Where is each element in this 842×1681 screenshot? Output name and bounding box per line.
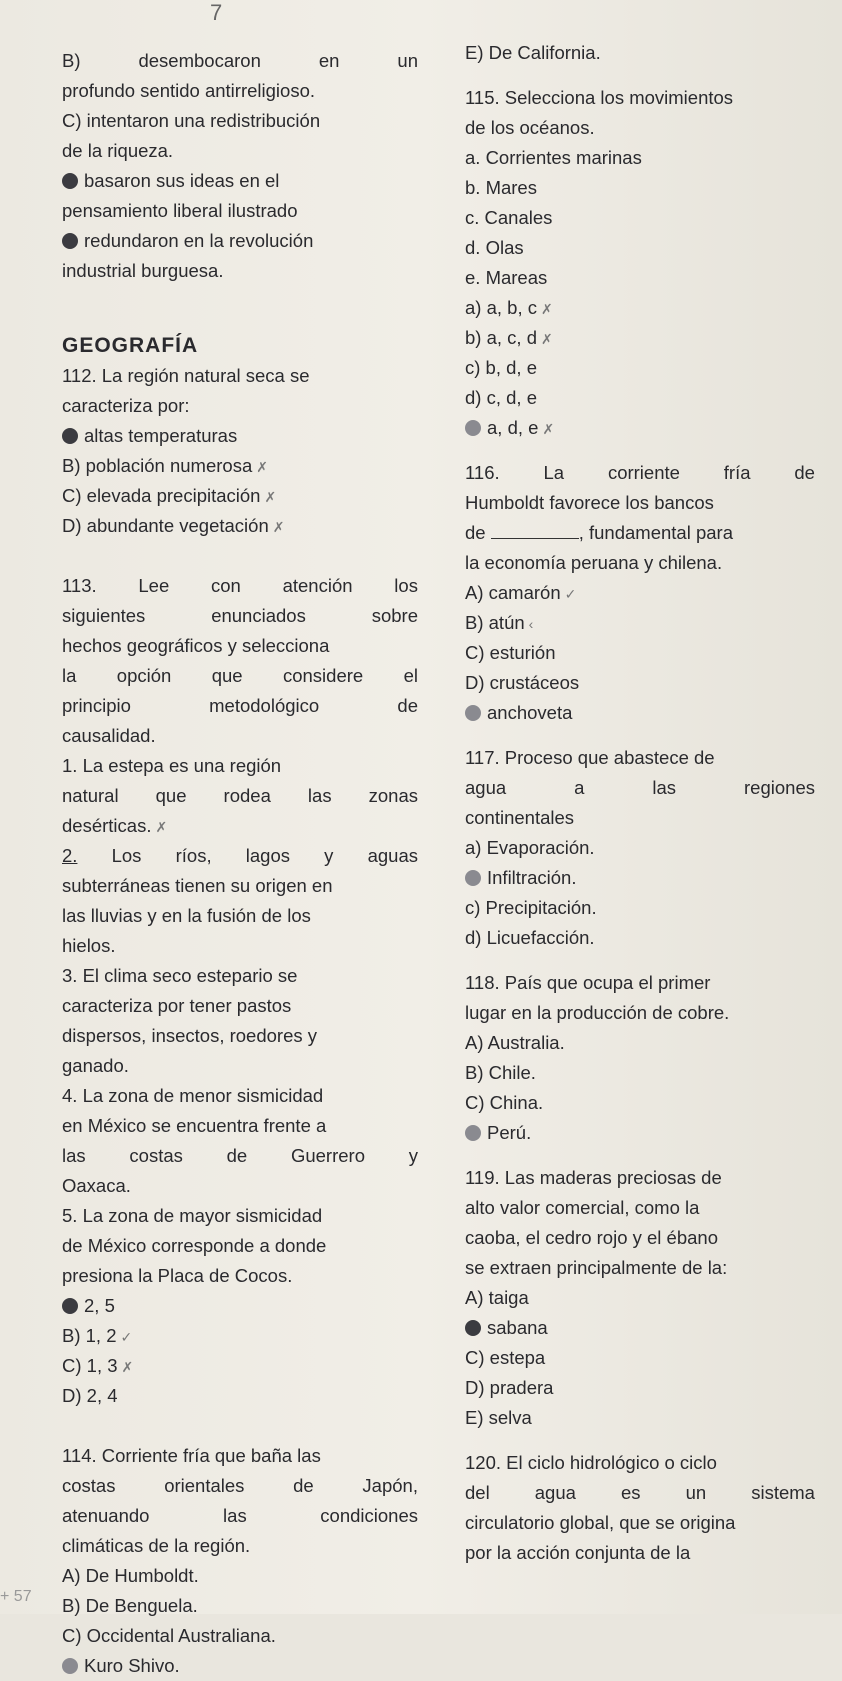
cross-mark-icon: ‹ [528, 616, 534, 632]
q118-option-a: A) Australia. [465, 1032, 565, 1053]
q118-option-c: C) China. [465, 1092, 544, 1113]
q113-option-d: D) 2, 4 [62, 1385, 118, 1406]
q112-stem-line2: caracteriza por: [62, 395, 190, 416]
q116-stem-line2: Humboldt favorece los bancos [465, 492, 714, 513]
q112-option-b: B) población numerosa ✗ [62, 455, 268, 476]
answer-mark-icon [465, 1320, 481, 1336]
q114-stem-line1: 114. Corriente fría que baña las [62, 1445, 321, 1466]
q113-stem-line3: hechos geográficos y selecciona [62, 635, 330, 656]
q111-option-d-line1: basaron sus ideas en el [62, 166, 418, 196]
q118-stem-line2: lugar en la producción de cobre. [465, 1002, 730, 1023]
q116-option-d: D) crustáceos [465, 672, 580, 693]
cross-mark-icon: ✗ [272, 519, 285, 535]
q113-statement-5b: de México corresponde a donde [62, 1235, 327, 1256]
q117-option-a: a) Evaporación. [465, 837, 595, 858]
q111-option-b-line2: profundo sentido antirreligioso. [62, 80, 315, 101]
cross-mark-icon: ✗ [542, 421, 555, 437]
check-mark-icon: ✓ [120, 1329, 133, 1345]
q115-item-e: e. Mareas [465, 267, 548, 288]
q117-option-c: c) Precipitación. [465, 897, 597, 918]
cross-mark-icon: ✗ [540, 331, 553, 347]
q112-option-d: D) abundante vegetación ✗ [62, 515, 285, 536]
answer-mark-icon [62, 1658, 78, 1674]
q119-stem-line1: 119. Las maderas preciosas de [465, 1167, 722, 1188]
q113-statement-5c: presiona la Placa de Cocos. [62, 1265, 293, 1286]
left-column [62, 46, 418, 1681]
q119-option-b: sabana [465, 1313, 815, 1343]
q117-stem-line3: continentales [465, 807, 575, 828]
q116-option-c: C) esturión [465, 642, 556, 663]
q115-option-d: d) c, d, e [465, 387, 537, 408]
cross-mark-icon: ✗ [121, 1359, 134, 1375]
q115-stem-line2: de los océanos. [465, 117, 595, 138]
q114-stem-line2: costas orientales de Japón, [62, 1475, 418, 1496]
q115-option-e: a, d, e ✗ [465, 413, 815, 443]
q113-statement-3b: caracteriza por tener pastos [62, 995, 292, 1016]
q117-option-b: Infiltración. [465, 863, 815, 893]
q119-option-d: D) pradera [465, 1377, 554, 1398]
q119-stem-line3: caoba, el cedro rojo y el ébano [465, 1227, 719, 1248]
q116-stem-line3: de , fundamental para [465, 522, 733, 543]
q113-statement-3d: ganado. [62, 1055, 129, 1076]
q115-stem-line1: 115. Selecciona los movimientos [465, 87, 734, 108]
q113-statement-4d: Oaxaca. [62, 1175, 131, 1196]
q117-stem-line1: 117. Proceso que abastece de [465, 747, 715, 768]
q114-option-b: B) De Benguela. [62, 1595, 198, 1616]
check-mark-icon: ✓ [564, 586, 577, 602]
q115-item-c: c. Canales [465, 207, 553, 228]
q117-stem-line2: agua a las regiones [465, 777, 815, 798]
q112-option-c: C) elevada precipitación ✗ [62, 485, 277, 506]
q117-option-d: d) Licuefacción. [465, 927, 595, 948]
answer-mark-icon [62, 428, 78, 444]
q120-stem-line4: por la acción conjunta de la [465, 1542, 691, 1563]
q119-stem-line4: se extraen principalmente de la: [465, 1257, 728, 1278]
q113-stem-line4: la opción que considere el [62, 665, 418, 686]
answer-blank [491, 520, 579, 539]
q114-stem-line3: atenuando las condiciones [62, 1505, 418, 1526]
answer-mark-icon [62, 173, 78, 189]
q115-item-a: a. Corrientes marinas [465, 147, 642, 168]
q113-statement-1b: natural que rodea las zonas [62, 785, 418, 806]
q113-statement-2c: las lluvias y en la fusión de los [62, 905, 311, 926]
q114-option-d: Kuro Shivo. [62, 1651, 418, 1681]
q112-option-a: altas temperaturas [62, 421, 418, 451]
q119-option-a: A) taiga [465, 1287, 529, 1308]
q113-statement-4c: las costas de Guerrero y [62, 1145, 418, 1166]
cross-mark-icon: ✗ [264, 489, 277, 505]
q119-option-e: E) selva [465, 1407, 532, 1428]
q114-option-a: A) De Humboldt. [62, 1565, 199, 1586]
q116-stem-line1: 116. La corriente fría de [465, 462, 815, 483]
answer-mark-icon [465, 870, 481, 886]
q118-option-d: Perú. [465, 1118, 815, 1148]
q111-option-c-line1: C) intentaron una redistribución [62, 110, 321, 131]
q111-option-c-line2: de la riqueza. [62, 140, 174, 161]
q120-stem-line1: 120. El ciclo hidrológico o ciclo [465, 1452, 717, 1473]
q113-option-b: B) 1, 2 ✓ [62, 1325, 133, 1346]
q113-option-c: C) 1, 3 ✗ [62, 1355, 134, 1376]
q111-option-e-line1: redundaron en la revolución [62, 226, 418, 256]
q113-option-a: 2, 5 [62, 1291, 418, 1321]
answer-mark-icon [465, 705, 481, 721]
q112-stem-line1: 112. La región natural seca se [62, 365, 310, 386]
right-column [465, 38, 815, 1568]
q113-statement-2a: 2. Los ríos, lagos y aguas [62, 845, 418, 866]
q118-stem-line1: 118. País que ocupa el primer [465, 972, 711, 993]
q113-stem-line1: 113. Lee con atención los [62, 575, 418, 596]
q116-option-b: B) atún ‹ [465, 612, 534, 633]
section-title: GEOGRAFÍA [62, 334, 199, 357]
q113-statement-1c: desérticas. ✗ [62, 815, 168, 836]
q119-stem-line2: alto valor comercial, como la [465, 1197, 700, 1218]
q111-option-d-line2: pensamiento liberal ilustrado [62, 200, 298, 221]
q114-stem-line4: climáticas de la región. [62, 1535, 251, 1556]
q116-option-a: A) camarón ✓ [465, 582, 577, 603]
cross-mark-icon: ✗ [540, 301, 553, 317]
bottom-mark: + 57 [0, 1588, 32, 1605]
q120-stem-line3: circulatorio global, que se origina [465, 1512, 736, 1533]
q113-statement-2d: hielos. [62, 935, 116, 956]
q113-stem-line2: siguientes enunciados sobre [62, 605, 418, 626]
q115-option-b: b) a, c, d ✗ [465, 327, 553, 348]
q120-stem-line2: del agua es un sistema [465, 1482, 815, 1503]
q113-statement-2b: subterráneas tienen su origen en [62, 875, 333, 896]
answer-mark-icon [465, 1125, 481, 1141]
page-mark: 7 [210, 0, 223, 25]
cross-mark-icon: ✗ [256, 459, 268, 475]
q111-option-b-line1: B) desembocaron en un [62, 50, 418, 71]
q113-stem-line5: principio metodológico de [62, 695, 418, 716]
q116-option-e: anchoveta [465, 698, 815, 728]
q113-statement-3c: dispersos, insectos, roedores y [62, 1025, 318, 1046]
q118-option-b: B) Chile. [465, 1062, 536, 1083]
q113-statement-1a: 1. La estepa es una región [62, 755, 282, 776]
q113-statement-5a: 5. La zona de mayor sismicidad [62, 1205, 323, 1226]
q113-statement-3a: 3. El clima seco estepario se [62, 965, 298, 986]
q111-option-e: E) De California. [465, 42, 601, 63]
q119-option-c: C) estepa [465, 1347, 546, 1368]
q115-item-d: d. Olas [465, 237, 524, 258]
cross-mark-icon: ✗ [155, 819, 168, 835]
q113-statement-4b: en México se encuentra frente a [62, 1115, 327, 1136]
answer-mark-icon [62, 233, 78, 249]
q111-option-e-line2: industrial burguesa. [62, 260, 224, 281]
answer-mark-icon [62, 1298, 78, 1314]
answer-mark-icon [465, 420, 481, 436]
q114-option-c: C) Occidental Australiana. [62, 1625, 276, 1646]
q115-item-b: b. Mares [465, 177, 537, 198]
q115-option-c: c) b, d, e [465, 357, 537, 378]
q113-statement-4a: 4. La zona de menor sismicidad [62, 1085, 324, 1106]
q115-option-a: a) a, b, c ✗ [465, 297, 553, 318]
q113-stem-line6: causalidad. [62, 725, 156, 746]
q116-stem-line4: la economía peruana y chilena. [465, 552, 723, 573]
